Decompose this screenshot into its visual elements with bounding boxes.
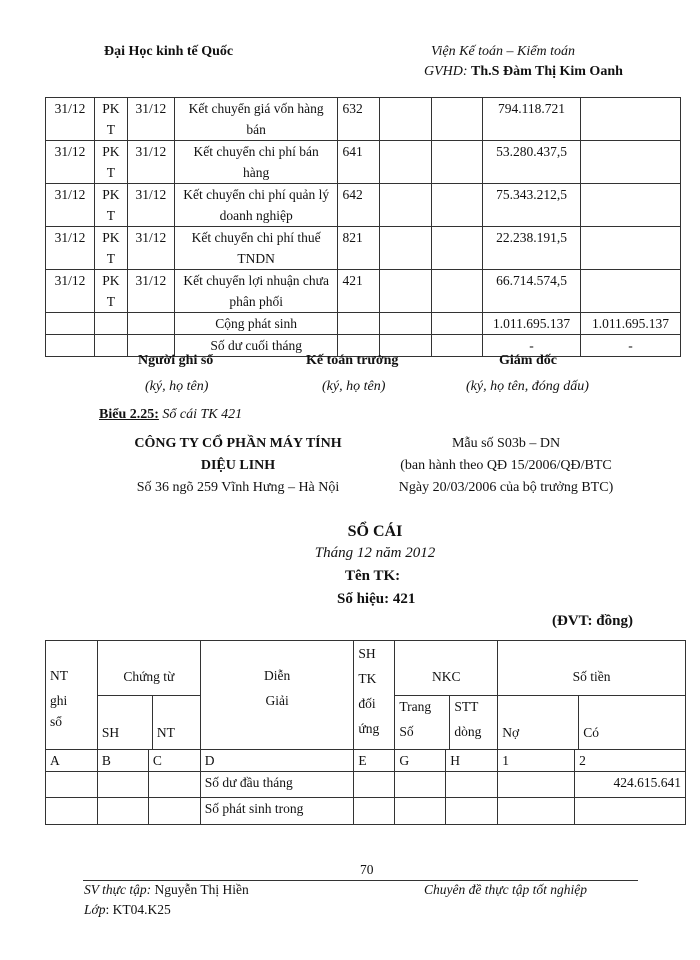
end-debit: - xyxy=(483,335,581,357)
row-date: 31/12 xyxy=(46,98,95,141)
ledger-row xyxy=(46,270,681,313)
h-diengiai-cell xyxy=(200,641,354,750)
sig-3-note: (ký, họ tên, đóng dấu) xyxy=(466,379,589,394)
sig-3-title: Giám đốc xyxy=(499,353,557,368)
ledger-row xyxy=(46,141,681,184)
row-empty-1 xyxy=(380,227,432,270)
h-sotien-cell xyxy=(498,641,686,750)
company-address: Số 36 ngõ 259 Vĩnh Hưng – Hà Nội xyxy=(136,480,340,495)
arise-label: Số phát sinh trong xyxy=(200,798,354,825)
row-description: Kết chuyển lợi nhuận chưa phân phối xyxy=(174,270,338,313)
company-name-2: DIỆU LINH xyxy=(200,458,276,473)
row-credit xyxy=(581,184,681,227)
row-date: 31/12 xyxy=(46,184,95,227)
student-label: SV thực tập: xyxy=(84,882,152,897)
account-name: Tên TK: xyxy=(345,568,401,584)
row-empty-2 xyxy=(432,270,483,313)
footer-right: Chuyên đề thực tập tốt nghiệp xyxy=(424,882,587,897)
row-doc: PKT xyxy=(94,270,127,313)
row-credit xyxy=(581,227,681,270)
row-empty-1 xyxy=(380,98,432,141)
footer-divider xyxy=(83,880,638,881)
row-counter-account: 642 xyxy=(338,184,380,227)
row-empty-2 xyxy=(432,184,483,227)
total-row xyxy=(46,313,681,335)
open-credit: 424.615.641 xyxy=(575,772,686,798)
code-row xyxy=(46,750,686,772)
row-description: Kết chuyển giá vốn hàng bán xyxy=(174,98,338,141)
h-chungtu: Chứng từ xyxy=(123,669,175,684)
code-a: A xyxy=(46,750,98,772)
row-credit xyxy=(581,141,681,184)
row-date: 31/12 xyxy=(46,141,95,184)
code-b: B xyxy=(97,750,148,772)
footer-student xyxy=(84,882,249,898)
header-right: Viện Kế toán – Kiểm toán xyxy=(431,44,575,59)
h-shtk-4: ứng xyxy=(358,721,380,736)
row-debit: 22.238.191,5 xyxy=(483,227,581,270)
row-debit: 75.343.212,5 xyxy=(483,184,581,227)
caption-text: Sổ cái TK 421 xyxy=(162,407,243,422)
account-number: Số hiệu: 421 xyxy=(337,591,416,607)
figure-caption xyxy=(99,407,242,423)
row-debit: 53.280.437,5 xyxy=(483,141,581,184)
row-credit xyxy=(581,98,681,141)
h-diengiai-2: Giải xyxy=(265,693,289,708)
h-diengiai-1: Diễn xyxy=(263,668,291,683)
h-no: Nợ xyxy=(498,696,579,749)
code-2: 2 xyxy=(575,750,686,772)
h-sh: SH xyxy=(98,696,153,749)
code-g: G xyxy=(395,750,446,772)
h-trang-2: Số xyxy=(399,724,414,739)
h-sotien: Số tiền xyxy=(572,669,611,684)
row-description: Kết chuyển chi phí thuế TNDN xyxy=(174,227,338,270)
row-doc-date: 31/12 xyxy=(127,184,174,227)
total-label: Cộng phát sinh xyxy=(174,313,338,335)
row-debit: 794.118.721 xyxy=(483,98,581,141)
h-nkc: NKC xyxy=(432,669,461,684)
header-gvhd xyxy=(424,64,623,80)
row-doc: PKT xyxy=(94,141,127,184)
h-shtk-1: SH xyxy=(358,646,376,661)
row-empty-2 xyxy=(432,141,483,184)
code-c: C xyxy=(148,750,200,772)
row-counter-account: 821 xyxy=(338,227,380,270)
row-description: Kết chuyển chi phí quản lý doanh nghiệp xyxy=(174,184,338,227)
row-empty-2 xyxy=(432,98,483,141)
row-date: 31/12 xyxy=(46,227,95,270)
h-ghi: ghi xyxy=(50,693,68,708)
row-doc: PKT xyxy=(94,184,127,227)
end-credit: - xyxy=(581,335,681,357)
unit-label: (ĐVT: đồng) xyxy=(552,613,633,629)
h-stt-2: dòng xyxy=(454,724,482,739)
row-doc: PKT xyxy=(94,227,127,270)
h-trang-cell xyxy=(395,696,450,749)
sig-2-title: Kế toán trưởng xyxy=(306,353,399,368)
form-number: Mẫu số S03b – DN xyxy=(451,436,561,451)
general-ledger-table xyxy=(45,640,686,825)
code-h: H xyxy=(446,750,498,772)
code-d: D xyxy=(200,750,354,772)
h-so: sổ xyxy=(50,714,63,729)
ledger-month: Tháng 12 năm 2012 xyxy=(314,545,436,561)
row-empty-1 xyxy=(380,270,432,313)
h-nt-cell xyxy=(46,641,98,750)
class-label: Lớp xyxy=(84,902,106,917)
top-ledger-table xyxy=(45,97,681,357)
end-label: Số dư cuối tháng xyxy=(174,335,338,357)
open-label: Số dư đầu tháng xyxy=(200,772,354,798)
row-doc-date: 31/12 xyxy=(127,227,174,270)
row-counter-account: 641 xyxy=(338,141,380,184)
decree: (ban hành theo QĐ 15/2006/QĐ/BTC xyxy=(400,458,612,473)
h-nt: NT xyxy=(50,668,68,683)
sig-1-note: (ký, họ tên) xyxy=(145,379,209,394)
h-trang-1: Trang xyxy=(399,699,432,714)
h-stt-cell xyxy=(450,696,481,749)
total-debit: 1.011.695.137 xyxy=(483,313,581,335)
code-1: 1 xyxy=(498,750,575,772)
arising-row xyxy=(46,798,686,825)
opening-balance-row xyxy=(46,772,686,798)
code-e: E xyxy=(354,750,395,772)
row-empty-1 xyxy=(380,141,432,184)
sig-1-title: Người ghi sổ xyxy=(138,353,214,368)
row-counter-account: 421 xyxy=(338,270,380,313)
row-empty-1 xyxy=(380,184,432,227)
h-nt2: NT xyxy=(156,725,175,740)
h-shtk-cell xyxy=(354,641,395,750)
footer-class xyxy=(84,902,171,918)
row-description: Kết chuyển chi phí bán hàng xyxy=(174,141,338,184)
page-number: 70 xyxy=(360,862,374,877)
h-shtk-2: TK xyxy=(358,671,377,686)
row-doc-date: 31/12 xyxy=(127,141,174,184)
total-credit: 1.011.695.137 xyxy=(581,313,681,335)
row-doc-date: 31/12 xyxy=(127,270,174,313)
class-value: : KT04.K25 xyxy=(105,902,171,917)
company-name-1: CÔNG TY CỔ PHẦN MÁY TÍNH xyxy=(134,436,342,451)
row-empty-2 xyxy=(432,227,483,270)
row-date: 31/12 xyxy=(46,270,95,313)
header-left: Đại Học kinh tế Quốc xyxy=(104,44,234,59)
sig-2-note: (ký, họ tên) xyxy=(322,379,386,394)
gvhd-name: Th.S Đàm Thị Kim Oanh xyxy=(471,64,623,79)
ledger-row xyxy=(46,184,681,227)
gvhd-label: GVHD: xyxy=(424,64,468,79)
row-credit xyxy=(581,270,681,313)
row-debit: 66.714.574,5 xyxy=(483,270,581,313)
h-nkc-cell xyxy=(395,641,498,750)
ledger-row xyxy=(46,227,681,270)
h-shtk-3: đối xyxy=(358,696,376,711)
decree-date: Ngày 20/03/2006 của bộ trưởng BTC) xyxy=(398,480,614,495)
h-co: Có xyxy=(583,725,600,740)
caption-label: Biểu 2.25: xyxy=(99,407,159,422)
student-name: Nguyễn Thị Hiền xyxy=(154,882,249,897)
ledger-title: SỔ CÁI xyxy=(347,523,403,540)
h-chungtu-cell xyxy=(97,641,200,750)
row-doc: PKT xyxy=(94,98,127,141)
row-doc-date: 31/12 xyxy=(127,98,174,141)
h-stt-1: STT xyxy=(454,699,479,714)
ledger-row xyxy=(46,98,681,141)
row-counter-account: 632 xyxy=(338,98,380,141)
